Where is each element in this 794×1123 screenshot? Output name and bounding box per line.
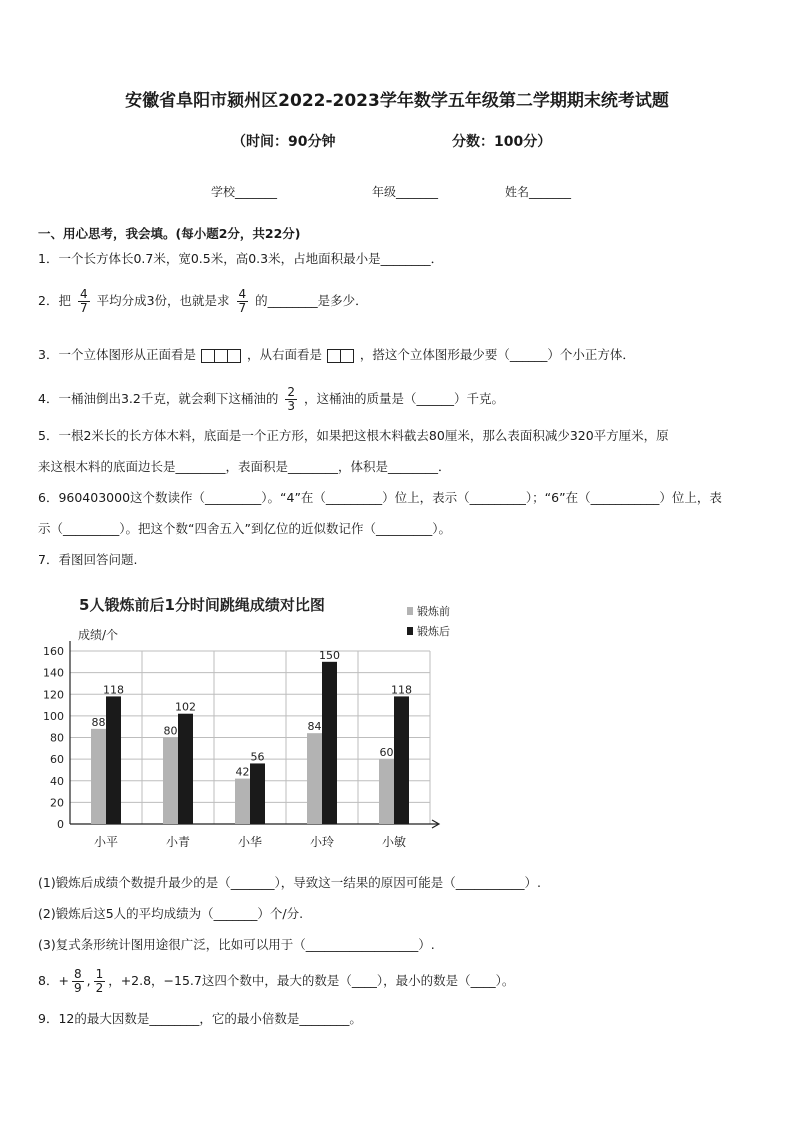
fraction-numerator: 4: [79, 287, 88, 301]
q8-text-a: 8．+: [38, 973, 69, 988]
y-axis-label: 成绩/个: [78, 628, 119, 642]
y-tick-label: 100: [43, 709, 64, 723]
y-tick-label: 140: [43, 666, 64, 680]
fraction-numerator: 8: [73, 967, 82, 981]
y-tick-label: 60: [50, 753, 64, 767]
bar-after: [250, 763, 265, 824]
question-4: [38, 386, 504, 413]
cube-face: [201, 349, 215, 363]
bar-after: [322, 662, 337, 824]
fraction-denominator: 7: [79, 301, 88, 315]
x-tick-label: 小青: [165, 835, 191, 849]
name-field: 姓名_______: [505, 185, 572, 199]
fraction-numerator: 1: [95, 967, 104, 981]
question-7-1: (1)锻炼后成绩个数提升最少的是（_______），导致这一结果的原因可能是（___________）.: [38, 875, 541, 890]
data-label: 80: [163, 724, 178, 738]
q3-text-b: ，从右面看是: [246, 347, 322, 362]
front-view-figure: [202, 349, 241, 363]
fraction-numerator: 4: [238, 287, 247, 301]
exam-time: （时间：90分钟: [232, 134, 336, 150]
y-tick-label: 160: [43, 645, 64, 658]
legend-label: 锻炼后: [417, 625, 450, 638]
bar-before: [91, 729, 106, 824]
bar-before: [379, 759, 394, 824]
question-7: 7．看图回答问题.: [38, 552, 138, 567]
right-view-figure: [328, 349, 354, 363]
fraction-4-7: [78, 288, 90, 315]
question-7-3: (3)复式条形统计图用途很广泛，比如可以用于（__________________）.: [38, 937, 435, 952]
y-tick-label: 80: [50, 731, 64, 745]
data-label: 56: [250, 750, 265, 764]
data-label: 102: [175, 700, 196, 714]
x-tick-label: 小平: [93, 835, 119, 849]
x-tick-label: 小华: [237, 835, 263, 849]
x-tick-label: 小敏: [381, 835, 407, 849]
q2-text-c: 的________是多少．: [255, 293, 368, 308]
section-heading: 一、用心思考，我会填。(每小题2分，共22分): [38, 226, 301, 241]
exam-score: 分数：100分）: [452, 134, 552, 150]
cube-face: [340, 349, 354, 363]
y-tick-label: 120: [43, 688, 64, 702]
bar-after: [394, 696, 409, 824]
question-1: 1．一个长方体长0.7米，宽0.5米，高0.3米，占地面积最小是________．: [38, 251, 444, 266]
grade-field: 年级_______: [372, 185, 439, 199]
bar-after: [178, 714, 193, 824]
question-7-2: (2)锻炼后这5人的平均成绩为（_______）个/分.: [38, 906, 304, 921]
question-9: 9．12的最大因数是________，它的最小倍数是________。: [38, 1011, 362, 1026]
data-label: 42: [235, 765, 250, 779]
question-2: [38, 288, 368, 315]
question-8: [38, 968, 514, 995]
data-label: 150: [319, 648, 340, 662]
data-label: 84: [307, 720, 322, 734]
data-label: 88: [91, 715, 106, 729]
fraction-numerator: 2: [287, 385, 295, 399]
q3-text-c: ，搭这个立体图形最少要（______）个小正方体．: [359, 347, 635, 362]
fraction-2-3: [285, 386, 297, 413]
question-5-line-2: 来这根木料的底面边长是________，表面积是________，体积是________．: [38, 459, 451, 474]
q2-text-b: 平均分成3份，也就是求: [96, 293, 230, 308]
q8-text-b: ，+2.8，−15.7这四个数中，最大的数是（____），最小的数是（____）。: [108, 973, 515, 988]
legend-label: 锻炼前: [417, 605, 450, 618]
question-3: [38, 346, 635, 364]
fraction-4-7-second: [237, 288, 249, 315]
bar-chart: [30, 588, 450, 858]
q8-sep: ,: [86, 973, 91, 988]
y-tick-label: 0: [57, 818, 64, 831]
data-label: 118: [391, 683, 412, 697]
bar-after: [106, 696, 121, 824]
school-field: 学校_______: [211, 185, 278, 199]
data-label: 118: [103, 683, 124, 697]
bar-before: [163, 738, 178, 825]
fraction-8-9: [72, 968, 84, 995]
fraction-denominator: 7: [238, 301, 247, 315]
q3-text-a: 3．一个立体图形从正面看是: [38, 347, 196, 362]
q4-text-b: ，这桶油的质量是（______）千克。: [303, 391, 504, 406]
cube-face: [327, 349, 341, 363]
page-title: 安徽省阜阳市颍州区2022-2023学年数学五年级第二学期期末统考试题: [125, 91, 669, 111]
fraction-denominator: 2: [95, 981, 104, 995]
y-tick-label: 20: [50, 796, 64, 810]
data-label: 60: [379, 746, 394, 760]
question-6-line-1: 6．960403000这个数读作（_________）。“4”在（_________）位上，表示（_________）；“6”在（___________）位上，表: [38, 490, 722, 505]
cube-face: [214, 349, 228, 363]
question-6-line-2: 示（_________）。把这个数“四舍五入”到亿位的近似数记作（_________）。: [38, 521, 451, 536]
q2-text-a: 2．把: [38, 293, 71, 308]
x-tick-label: 小玲: [309, 835, 335, 849]
legend-swatch: [407, 627, 413, 635]
fraction-denominator: 9: [73, 981, 82, 995]
chart-title: 5人锻炼前后1分时间跳绳成绩对比图: [79, 596, 325, 614]
question-5-line-1: 5．一根2米长的长方体木料，底面是一个正方形，如果把这根木料截去80厘米，那么表面积减少320平方厘米，原: [38, 428, 669, 443]
fraction-denominator: 3: [287, 399, 295, 413]
fraction-1-2: [94, 968, 106, 995]
bar-before: [307, 733, 322, 824]
q4-text-a: 4．一桶油倒出3.2千克，就会剩下这桶油的: [38, 391, 279, 406]
legend-swatch: [407, 607, 413, 615]
bar-before: [235, 779, 250, 824]
y-tick-label: 40: [50, 774, 64, 788]
cube-face: [227, 349, 241, 363]
